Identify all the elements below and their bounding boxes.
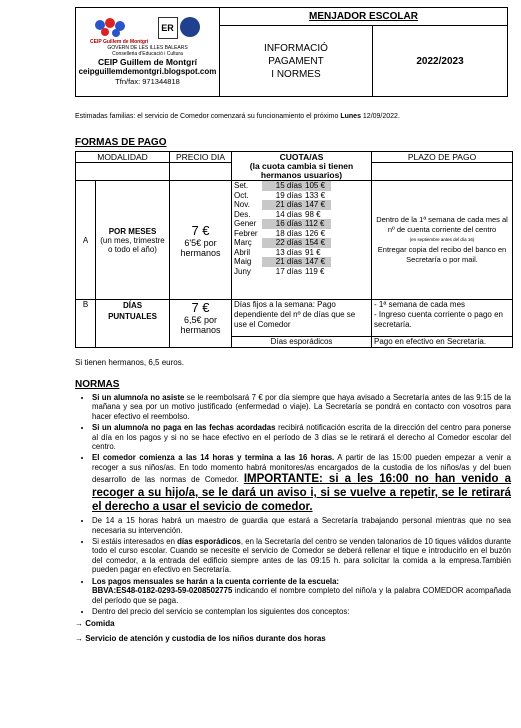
normas-title: NORMAS <box>75 379 120 390</box>
row-a-letter: A <box>76 181 96 300</box>
month-days: 21 días <box>262 200 305 210</box>
norma-5 <box>92 537 511 575</box>
formas-title: FORMAS DE PAGO <box>75 137 167 148</box>
norma-2 <box>92 423 511 451</box>
normas-section <box>75 379 511 644</box>
info-line-2: PAGAMENT <box>268 55 324 67</box>
month-days: 22 días <box>262 238 305 248</box>
n5a-text: Si estáis interesados en <box>92 537 178 547</box>
month-row <box>234 219 371 229</box>
month-price: 119 € <box>305 266 325 276</box>
norma-3 <box>92 453 511 514</box>
cuota-title: CUOTA/AS <box>279 151 324 162</box>
n3-important: IMPORTANTE: si a les 16:00 no han venido a recoger a su hijo/a, se le dará un aviso i, si se vuelve a repetir, se le retirará el derecho a usar el sevicio de comedor. <box>92 473 511 514</box>
month-days: 21 días <box>262 257 305 267</box>
plazo-a-1: Dentro de la 1ª semana de cada mes al nº de cuenta corriente del centro <box>376 215 508 234</box>
siblings-note: Si tienen hermanos, 6,5 euros. <box>75 358 184 367</box>
info-line-3: I NORMES <box>271 68 321 80</box>
row-b-letter: B <box>76 300 96 348</box>
col-plazo: PLAZO DE PAGO <box>372 152 513 163</box>
n2-text: recibirá notificación escrita de la dirección del centro para ponerse al día en los pagos y si no se hace efectivo en el período de 3 días se le retirará el derecho al Comedor escolar del centro. <box>92 423 511 452</box>
month-name: Maig <box>234 257 252 266</box>
month-name: Febrer <box>234 228 258 238</box>
price-a: 7 € <box>191 222 210 238</box>
header-year: 2022/2023 <box>373 26 508 97</box>
plazo-a-2: Entregar copia del recibo del banco en Secretaría o por mail. <box>377 245 507 264</box>
month-row <box>234 191 371 201</box>
row-a-modalidad <box>96 181 170 300</box>
month-price: 98 € <box>305 209 321 219</box>
month-row <box>234 229 371 239</box>
norma-4 <box>92 516 511 535</box>
plazo-b-1: - 1ª semana de cada mes <box>374 300 466 309</box>
month-name: Oct. <box>234 190 249 200</box>
month-row <box>234 267 371 277</box>
plazo-a-small: (en septiembre antes del día 16) <box>409 237 475 242</box>
month-row <box>234 248 371 258</box>
normas-list <box>75 393 511 616</box>
n5b-text: , en la Secretaría del centro se venden talonarios de 10 tiques válidos durante todo el curso escolar. Cuando se necesite el servicio de Comedor se deberá rellenar el tique e introducirlo en el buzón del comedor, a la entrada del edificio siempre antes de las 09:15 h. para solicitar la comida a la empresa.También pueden pagar en efectivo en Secretaría. <box>92 537 512 575</box>
plazo-b-3: Pago en efectivo en Secretaría. <box>372 337 513 348</box>
month-price: 147 € <box>305 257 331 267</box>
info-line-1: INFORMACIÓ <box>264 42 328 54</box>
price-b-alt: 6,5€ por hermanos <box>180 315 221 335</box>
header-table <box>75 7 508 97</box>
month-days: 17 días <box>275 266 303 276</box>
school-hands-logo <box>92 17 132 39</box>
price-b: 7 € <box>191 300 210 315</box>
n3-text: A partir de las 15:00 pueden empezar a venir a recoger a sus niños/as. En todo momento habrá monitores/as encargados de la custodia de los niños/as y del buen desarrollo de las normas de Comedor. <box>92 453 511 485</box>
month-days: 15 días <box>262 181 305 191</box>
n4-text: De 14 a 15 horas habrá un maestro de guardia que estará a Secretaría trabajando personal mientras que no sea necesaria su intervención. <box>92 516 511 535</box>
header-logo-cell <box>76 8 220 97</box>
norma-1 <box>92 393 511 421</box>
col-cuota <box>232 152 372 181</box>
month-row <box>234 257 371 267</box>
logos-row <box>78 17 218 39</box>
concept-custodia: → Servicio de atención y custodia de los niños durante dos horas <box>75 634 326 644</box>
price-a-alt: 6'5€ por hermanos <box>180 237 221 258</box>
row-a-price <box>170 181 232 300</box>
month-name: Nov. <box>234 200 250 209</box>
mod-a-title: POR MESES <box>108 226 157 236</box>
month-list <box>232 181 372 300</box>
month-price: 147 € <box>305 200 331 210</box>
n6-iban: BBVA:ES48-0182-0293-59-0208502775 <box>92 586 233 596</box>
n1-text: se le reembolsará 7 € por día siempre que haya avisado a Secretaría antes de las 9:15 de la mañana y sea por un motivo justificado (enfermedad o viaje). La Secretaría se pondrá en contacto con vosotros para hacer efectivo el reembolso. <box>92 393 511 421</box>
school-name: CEIP Guillem de Montgrí <box>97 57 198 67</box>
row-b <box>76 300 513 337</box>
intro-text: Estimadas familias: el servicio de Comedor comenzará su funcionamiento el próximo Lunes 12/09/2022. <box>75 113 400 120</box>
cuota-b-2: Días esporádicos <box>232 337 372 348</box>
n5-bold: días esporádicos <box>177 537 241 547</box>
norma-6 <box>92 577 511 605</box>
row-b-plazo <box>372 300 513 337</box>
eu-logo-icon <box>180 17 200 37</box>
row-a <box>76 181 513 300</box>
month-row <box>234 181 371 191</box>
govern-text: GOVERN DE LES ILLES BALEARS <box>107 45 188 51</box>
n1-bold: Si un alumno/a no asiste <box>92 393 185 402</box>
month-name: Gener <box>234 219 257 228</box>
month-days: 19 días <box>275 190 303 200</box>
col-modalidad: MODALIDAD <box>76 152 170 163</box>
month-price: 126 € <box>305 228 326 238</box>
payment-table <box>75 151 513 348</box>
intro-paragraph <box>75 112 505 121</box>
plazo-b-2: - Ingreso cuenta corriente o pago en secretaría. <box>374 310 503 329</box>
n7-text: Dentro del precio del servicio se contemplan los siguientes dos conceptos: <box>92 606 350 616</box>
row-b-price <box>170 300 232 348</box>
month-row <box>234 238 371 248</box>
n6-text: indicando el nombre completo del niño/a y la palabra COMEDOR acompañada del período que se paga. <box>92 586 511 605</box>
month-price: 154 € <box>305 238 331 248</box>
n3-bold: El comedor comienza a las 14 horas y termina a las 16 horas. <box>92 453 335 463</box>
n6-bold: Los pagos mensuales se harán a la cuenta corriente de la escuela: <box>92 576 340 586</box>
month-days: 16 días <box>262 219 305 229</box>
month-price: 105 € <box>305 181 331 191</box>
month-name: Abril <box>234 247 251 257</box>
conselleria-text: Conselleria d'Educació i Cultura <box>112 51 183 57</box>
govern-logo-icon: ER <box>158 17 178 39</box>
col-precio: PRECIO DIA <box>170 152 232 163</box>
month-days: 14 días <box>275 209 303 219</box>
month-price: 112 € <box>305 219 331 229</box>
cuota-b-1: Días fijos a la semana: Pago dependiente del nº de días que se use el Comedor <box>232 300 372 337</box>
months-container <box>234 181 371 276</box>
header-title: MENJADOR ESCOLAR <box>220 8 508 26</box>
mod-b-title: DÍAS PUNTUALES <box>96 300 170 348</box>
n2-bold: Si un alumno/a no paga en las fechas acordadas <box>92 423 276 433</box>
norma-7 <box>92 607 511 616</box>
month-name: Març <box>234 238 252 247</box>
blog-url[interactable]: ceipguillemdemontgri.blogspot.com <box>78 67 217 76</box>
cuota-sub: (la cuota cambia si tienen hermanos usuarios) <box>249 160 354 180</box>
month-price: 91 € <box>305 247 321 257</box>
month-days: 18 días <box>275 228 303 238</box>
logo-caption: CEIP Guillem de Montgrí <box>90 39 149 45</box>
phone-text: Tfn/fax: 971344818 <box>115 77 180 86</box>
month-name: Set. <box>234 181 249 190</box>
row-a-plazo <box>372 181 513 300</box>
mod-a-sub: (un mes, trimestre o todo el año) <box>100 235 165 254</box>
concept-comida: → Comida <box>75 619 115 629</box>
month-price: 133 € <box>305 190 326 200</box>
header-info <box>220 26 373 97</box>
month-name: Juny <box>234 266 251 276</box>
month-days: 13 días <box>275 247 303 257</box>
month-name: Des. <box>234 209 251 219</box>
month-row <box>234 200 371 210</box>
month-row <box>234 210 371 220</box>
